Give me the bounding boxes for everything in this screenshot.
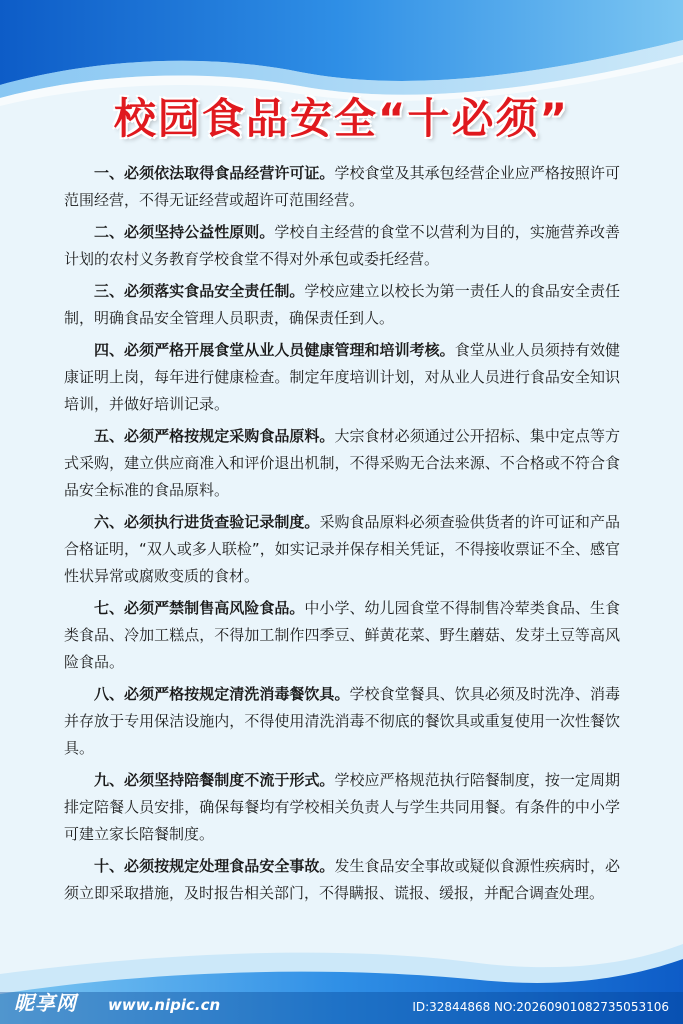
rule-heading: 七、必须严禁制售高风险食品。	[94, 599, 305, 617]
rule-text: 大宗食材必须通过公开招标、集中定点等方式采购，建立供应商准入和评价退出机制，不得采购无合法来源、不合格或不符合食品安全标准的食品原料。	[64, 427, 620, 499]
rule-text: 食堂从业人员须持有效健康证明上岗，每年进行健康检查。制定年度培训计划，对从业人员进行食品安全知识培训，并做好培训记录。	[64, 341, 620, 413]
rule-text: 学校自主经营的食堂不以营利为目的，实施营养改善计划的农村义务教育学校食堂不得对外承包或委托经营。	[64, 223, 620, 268]
poster-title: 校园食品安全“十必须”	[113, 94, 570, 143]
rule-heading: 五、必须严格按规定采购食品原料。	[94, 427, 335, 445]
watermark-image-id: ID:32844868 NO:20260901082735053106	[412, 1000, 669, 1014]
rule-item	[64, 853, 620, 907]
rule-item	[64, 767, 620, 848]
rule-text: 发生食品安全事故或疑似食源性疾病时，必须立即采取措施，及时报告相关部门，不得瞒报、谎报、缓报，并配合调查处理。	[64, 857, 620, 902]
rule-item	[64, 681, 620, 762]
rule-heading: 一、必须依法取得食品经营许可证。	[94, 164, 335, 182]
rule-text: 学校应严格规范执行陪餐制度，按一定周期排定陪餐人员安排，确保每餐均有学校相关负责人与学生共同用餐。有条件的中小学可建立家长陪餐制度。	[64, 771, 620, 843]
rule-item	[64, 509, 620, 590]
rule-item	[64, 160, 620, 214]
rules-list	[64, 160, 620, 912]
rule-text: 学校食堂餐具、饮具必须及时洗净、消毒并存放于专用保洁设施内，不得使用清洗消毒不彻底的餐饮具或重复使用一次性餐饮具。	[64, 685, 620, 757]
rule-item	[64, 219, 620, 273]
rule-heading: 八、必须严格按规定清洗消毒餐饮具。	[94, 685, 350, 703]
rule-item	[64, 278, 620, 332]
rule-heading: 四、必须严格开展食堂从业人员健康管理和培训考核。	[94, 341, 455, 359]
rule-heading: 六、必须执行进货查验记录制度。	[94, 513, 320, 531]
rule-item	[64, 337, 620, 418]
watermark-site: www.nipic.cn	[108, 996, 221, 1014]
rule-item	[64, 423, 620, 504]
rule-heading: 九、必须坚持陪餐制度不流于形式。	[94, 771, 335, 789]
rule-heading: 三、必须落实食品安全责任制。	[94, 282, 305, 300]
rule-item	[64, 595, 620, 676]
rule-text: 学校食堂及其承包经营企业应严格按照许可范围经营，不得无证经营或超许可范围经营。	[64, 164, 620, 209]
rule-heading: 二、必须坚持公益性原则。	[94, 223, 275, 241]
rule-text: 学校应建立以校长为第一责任人的食品安全责任制，明确食品安全管理人员职责，确保责任到人。	[64, 282, 620, 327]
rule-text: 采购食品原料必须查验供货者的许可证和产品合格证明，“双人或多人联检”，如实记录并保存相关凭证，不得接收票证不全、感官性状异常或腐败变质的食材。	[64, 513, 620, 585]
rule-heading: 十、必须按规定处理食品安全事故。	[94, 857, 335, 875]
rule-text: 中小学、幼儿园食堂不得制售冷荤类食品、生食类食品、冷加工糕点，不得加工制作四季豆、鲜黄花菜、野生蘑菇、发芽土豆等高风险食品。	[64, 599, 620, 671]
watermark-logo: 昵享网	[14, 991, 77, 1015]
